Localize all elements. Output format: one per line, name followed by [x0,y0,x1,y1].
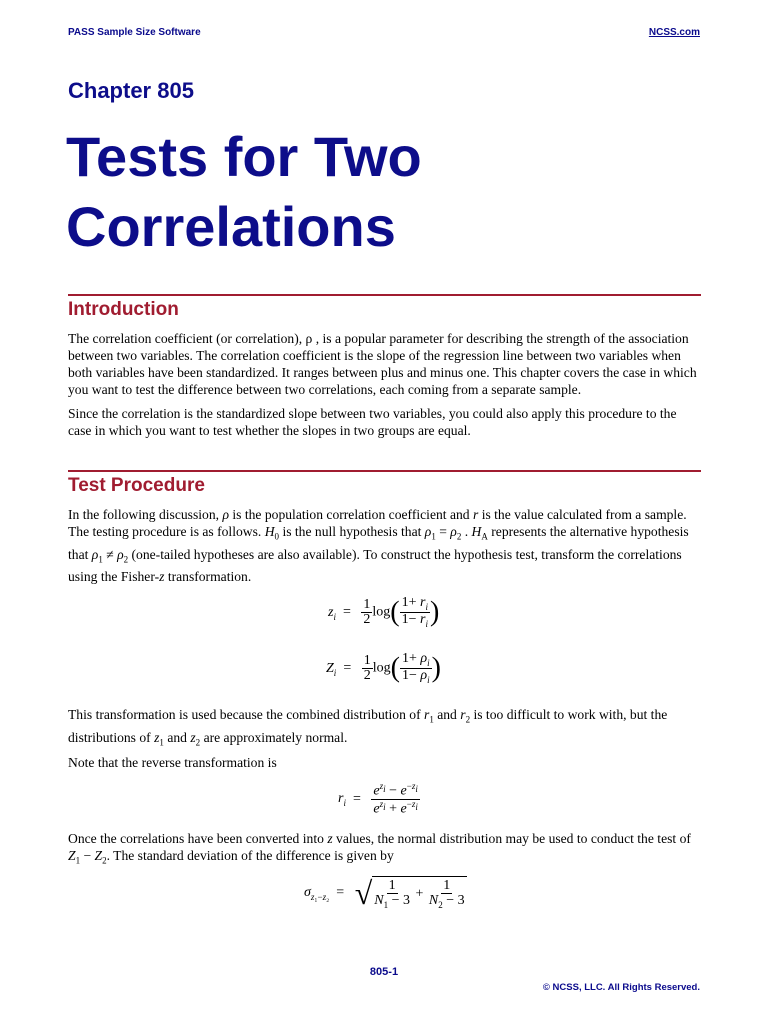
procedure-paragraph-3: Note that the reverse transformation is [68,755,277,770]
page-title: Tests for Two Correlations [66,125,422,258]
procedure-paragraph-4: Once the correlations have been converted into z values, the normal distribution may be used to conduct the test of $Z_1 - Z_2$. The standard deviation of the difference is given by [68,831,691,866]
intro-paragraph-1: The correlation coefficient (or correlation), ρ , is a popular parameter for describing the strength of the association between two variables. The correlation coefficient is the slope of the regression line between two variables when both variables have been standardized. It ranges between plus and minus one. This chapter covers the case in which you want to test the difference between two correlations, each coming from a separate sample. [68,331,697,397]
chapter-label: Chapter 805 [68,78,194,103]
section-divider [68,294,701,296]
procedure-paragraph-2: This transformation is used because the combined distribution of $r_1$ and $r_2$ is too difficult to work with, but the distributions of $z_1$ and $z_2$ are approximately normal. [68,707,668,748]
equation-reverse-transformation: $r_i$ = $\frac{e^{z_i} - e^{-z_i}}{e^{z_i} + e^{-z_i}}$ [338,781,418,817]
equation-fisher-z-sample: $z_i$ = $\frac{1}{2}$ log( $\frac{1+ r_i}{1- r_i}$ ) [328,595,440,629]
page-number: 805-1 [369,966,399,978]
section-divider [68,470,701,472]
intro-paragraph-2: Since the correlation is the standardized slope between two variables, you could also apply this procedure to the case in which you want to test whether the slopes in two groups are equal. [68,406,677,438]
header-product-name: PASS Sample Size Software [68,27,201,38]
copyright-notice: © NCSS, LLC. All Rights Reserved. [542,982,700,993]
equation-fisher-z-population: $Z_i$ = $\frac{1}{2}$ log( $\frac{1+ \rho_i}{1- \rho_i}$ ) [326,651,441,685]
equation-standard-deviation: $\sigma_{z_1-z_2}$ = √ $\frac{1}{N_1 - 3}$ + $\frac{1}{N_2 - 3}$ [304,874,465,911]
introduction-heading: Introduction [68,299,179,320]
header-website-link[interactable]: NCSS.com [648,27,700,38]
procedure-paragraph-1: In the following discussion, ρ is the population correlation coefficient and r is the value calculated from a sample. The testing procedure is as follows. $H_0$ is the null hypothesis that $\rho_1 = \rho_2$ . $H_A$ represents the alternative hypothesis that $\rho_1 \ne \rho_2$ (one-tailed hypotheses are also available). To construct the hypothesis test, transform the correlations using the Fisher-z transformation. [68,507,689,585]
test-procedure-heading: Test Procedure [68,475,205,496]
